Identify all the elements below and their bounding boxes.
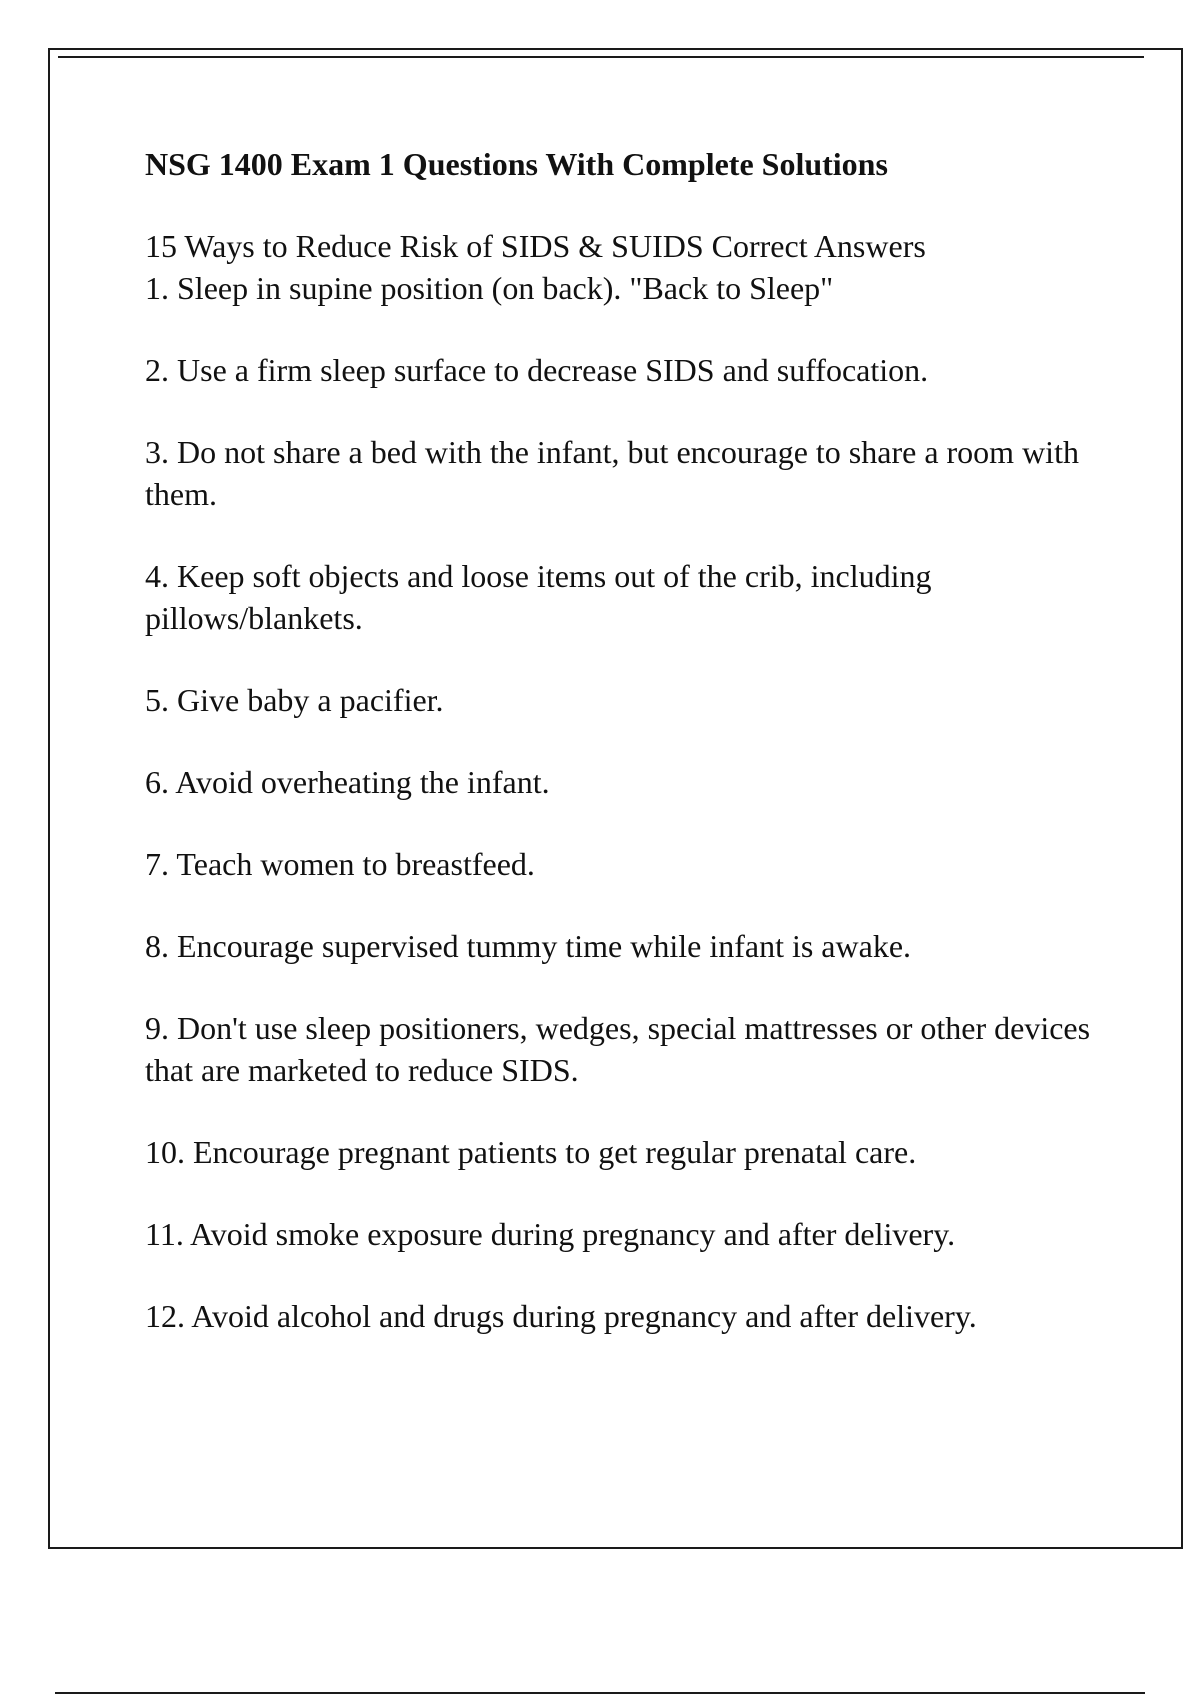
answer-item: 10. Encourage pregnant patients to get regular prenatal care. xyxy=(145,1134,917,1170)
answer-item: 12. Avoid alcohol and drugs during pregnancy and after delivery. xyxy=(145,1298,977,1334)
answer-item: 2. Use a firm sleep surface to decrease SIDS and suffocation. xyxy=(145,352,929,388)
top-rule xyxy=(58,56,1144,58)
answer-item: 9. Don't use sleep positioners, wedges, special mattresses or other devices that are marketed to reduce SIDS. xyxy=(145,1010,1091,1088)
answer-item: 4. Keep soft objects and loose items out of the crib, including pillows/blankets. xyxy=(145,558,932,636)
answer-item: 7. Teach women to breastfeed. xyxy=(145,846,535,882)
answer-item: 6. Avoid overheating the infant. xyxy=(145,764,550,800)
answer-item: 1. Sleep in supine position (on back). "Back to Sleep" xyxy=(145,270,834,306)
answer-item: 8. Encourage supervised tummy time while infant is awake. xyxy=(145,928,912,964)
bottom-rule xyxy=(55,1692,1145,1694)
question-heading: 15 Ways to Reduce Risk of SIDS & SUIDS Correct Answers xyxy=(145,228,926,264)
document-title: NSG 1400 Exam 1 Questions With Complete Solutions xyxy=(145,146,888,182)
answer-item: 5. Give baby a pacifier. xyxy=(145,682,444,718)
answer-item: 3. Do not share a bed with the infant, but encourage to share a room with them. xyxy=(145,434,1079,512)
answer-item: 11. Avoid smoke exposure during pregnancy and after delivery. xyxy=(145,1216,956,1252)
question-block xyxy=(145,225,1105,309)
document-content xyxy=(145,143,1105,1377)
